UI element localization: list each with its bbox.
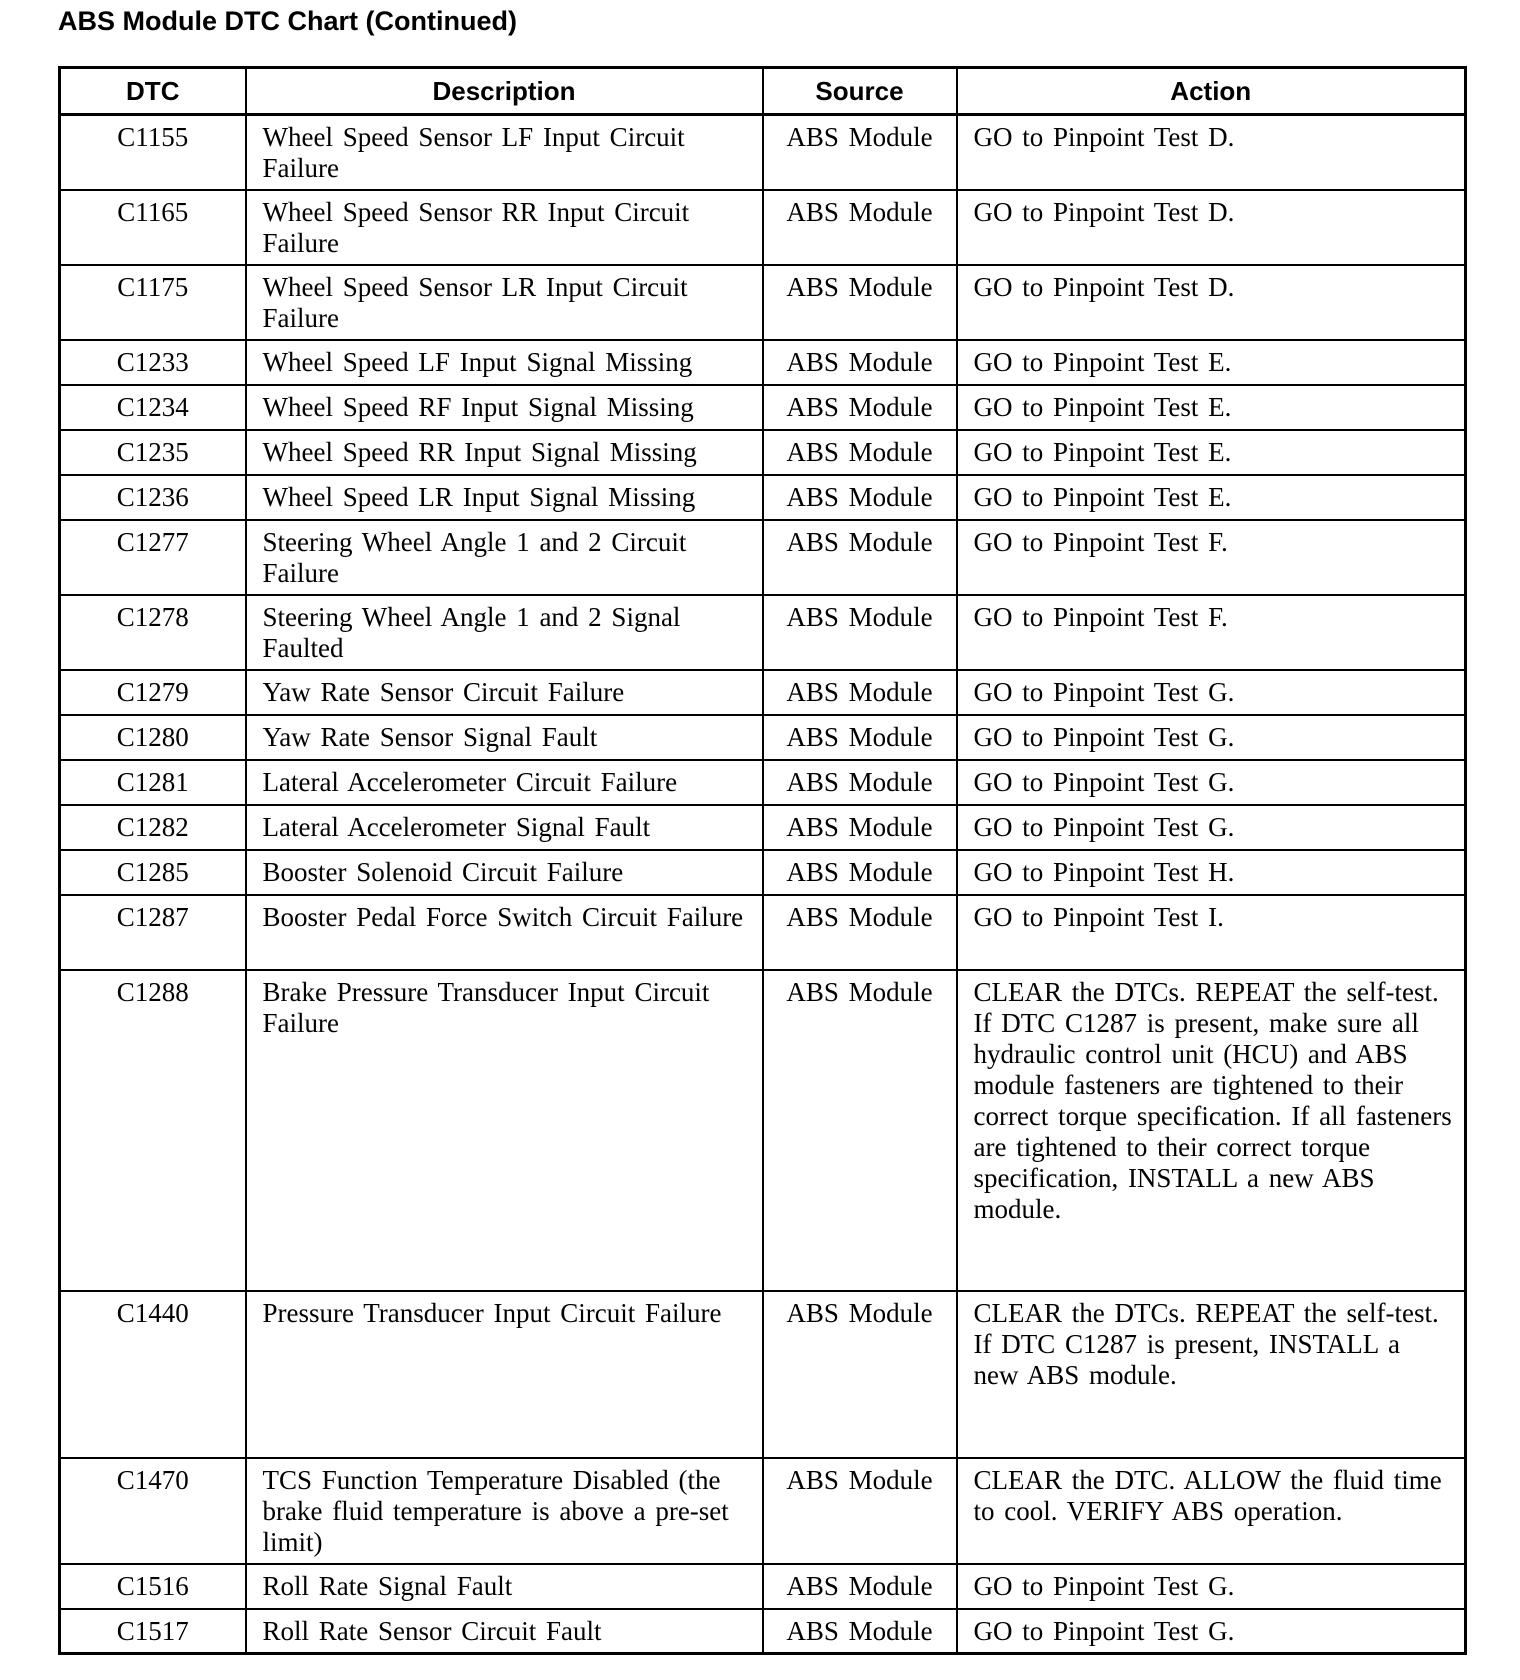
source-cell: ABS Module bbox=[763, 265, 957, 340]
description-cell: Lateral Accelerometer Signal Fault bbox=[246, 805, 763, 850]
dtc-cell: C1234 bbox=[60, 385, 246, 430]
description-cell: Yaw Rate Sensor Signal Fault bbox=[246, 715, 763, 760]
dtc-cell: C1236 bbox=[60, 475, 246, 520]
source-cell: ABS Module bbox=[763, 715, 957, 760]
dtc-cell: C1517 bbox=[60, 1609, 246, 1654]
action-cell: GO to Pinpoint Test G. bbox=[957, 805, 1466, 850]
action-cell: GO to Pinpoint Test D. bbox=[957, 190, 1466, 265]
action-cell: GO to Pinpoint Test E. bbox=[957, 340, 1466, 385]
source-cell: ABS Module bbox=[763, 1291, 957, 1458]
source-cell: ABS Module bbox=[763, 1458, 957, 1564]
dtc-cell: C1278 bbox=[60, 595, 246, 670]
description-cell: Wheel Speed Sensor RR Input Circuit Failure bbox=[246, 190, 763, 265]
action-cell: GO to Pinpoint Test H. bbox=[957, 850, 1466, 895]
table-row bbox=[60, 895, 1466, 970]
table-row bbox=[60, 760, 1466, 805]
source-cell: ABS Module bbox=[763, 895, 957, 970]
description-cell: Wheel Speed LF Input Signal Missing bbox=[246, 340, 763, 385]
dtc-cell: C1277 bbox=[60, 520, 246, 595]
source-cell: ABS Module bbox=[763, 115, 957, 190]
action-cell: GO to Pinpoint Test E. bbox=[957, 385, 1466, 430]
source-cell: ABS Module bbox=[763, 970, 957, 1291]
header-row bbox=[60, 68, 1466, 115]
source-cell: ABS Module bbox=[763, 760, 957, 805]
description-cell: Roll Rate Sensor Circuit Fault bbox=[246, 1609, 763, 1654]
source-cell: ABS Module bbox=[763, 475, 957, 520]
description-cell: Wheel Speed Sensor LF Input Circuit Failure bbox=[246, 115, 763, 190]
dtc-cell: C1235 bbox=[60, 430, 246, 475]
action-cell: GO to Pinpoint Test F. bbox=[957, 520, 1466, 595]
description-cell: Lateral Accelerometer Circuit Failure bbox=[246, 760, 763, 805]
source-cell: ABS Module bbox=[763, 850, 957, 895]
table-row bbox=[60, 1458, 1466, 1564]
action-cell: CLEAR the DTCs. REPEAT the self-test. If DTC C1287 is present, make sure all hydraulic control unit (HCU) and ABS module fasteners are tightened to their correct torque specification. If all fasteners are tightened to their correct torque specification, INSTALL a new ABS module. bbox=[957, 970, 1466, 1291]
page-title: ABS Module DTC Chart (Continued) bbox=[58, 6, 517, 36]
table-row bbox=[60, 520, 1466, 595]
table-row bbox=[60, 1609, 1466, 1654]
description-cell: Steering Wheel Angle 1 and 2 Signal Faulted bbox=[246, 595, 763, 670]
description-cell: Pressure Transducer Input Circuit Failure bbox=[246, 1291, 763, 1458]
dtc-table bbox=[58, 66, 1467, 1655]
dtc-cell: C1279 bbox=[60, 670, 246, 715]
table-row bbox=[60, 430, 1466, 475]
table-row bbox=[60, 265, 1466, 340]
source-cell: ABS Module bbox=[763, 385, 957, 430]
action-cell: GO to Pinpoint Test G. bbox=[957, 760, 1466, 805]
table-row bbox=[60, 715, 1466, 760]
description-cell: Brake Pressure Transducer Input Circuit Failure bbox=[246, 970, 763, 1291]
dtc-cell: C1281 bbox=[60, 760, 246, 805]
table-row bbox=[60, 475, 1466, 520]
description-cell: Booster Solenoid Circuit Failure bbox=[246, 850, 763, 895]
source-cell: ABS Module bbox=[763, 520, 957, 595]
table-row bbox=[60, 850, 1466, 895]
description-cell: TCS Function Temperature Disabled (the brake fluid temperature is above a pre-set limit) bbox=[246, 1458, 763, 1564]
description-cell: Booster Pedal Force Switch Circuit Failure bbox=[246, 895, 763, 970]
action-cell: GO to Pinpoint Test E. bbox=[957, 475, 1466, 520]
table-row bbox=[60, 1564, 1466, 1609]
action-cell: GO to Pinpoint Test G. bbox=[957, 1609, 1466, 1654]
action-cell: GO to Pinpoint Test F. bbox=[957, 595, 1466, 670]
table-row bbox=[60, 340, 1466, 385]
table-row bbox=[60, 670, 1466, 715]
source-cell: ABS Module bbox=[763, 430, 957, 475]
table-row bbox=[60, 115, 1466, 190]
table-row bbox=[60, 385, 1466, 430]
action-cell: GO to Pinpoint Test G. bbox=[957, 1564, 1466, 1609]
dtc-cell: C1516 bbox=[60, 1564, 246, 1609]
dtc-cell: C1287 bbox=[60, 895, 246, 970]
dtc-cell: C1285 bbox=[60, 850, 246, 895]
action-cell: GO to Pinpoint Test G. bbox=[957, 670, 1466, 715]
action-cell: GO to Pinpoint Test D. bbox=[957, 265, 1466, 340]
action-cell: CLEAR the DTC. ALLOW the fluid time to cool. VERIFY ABS operation. bbox=[957, 1458, 1466, 1564]
source-cell: ABS Module bbox=[763, 340, 957, 385]
column-header-dtc: DTC bbox=[60, 68, 246, 115]
source-cell: ABS Module bbox=[763, 1564, 957, 1609]
dtc-cell: C1233 bbox=[60, 340, 246, 385]
dtc-cell: C1282 bbox=[60, 805, 246, 850]
dtc-cell: C1288 bbox=[60, 970, 246, 1291]
action-cell: GO to Pinpoint Test G. bbox=[957, 715, 1466, 760]
description-cell: Yaw Rate Sensor Circuit Failure bbox=[246, 670, 763, 715]
dtc-cell: C1440 bbox=[60, 1291, 246, 1458]
source-cell: ABS Module bbox=[763, 595, 957, 670]
description-cell: Wheel Speed Sensor LR Input Circuit Failure bbox=[246, 265, 763, 340]
table-row bbox=[60, 595, 1466, 670]
action-cell: GO to Pinpoint Test D. bbox=[957, 115, 1466, 190]
column-header-source: Source bbox=[763, 68, 957, 115]
description-cell: Roll Rate Signal Fault bbox=[246, 1564, 763, 1609]
table-header bbox=[60, 68, 1466, 115]
source-cell: ABS Module bbox=[763, 1609, 957, 1654]
description-cell: Wheel Speed RR Input Signal Missing bbox=[246, 430, 763, 475]
dtc-cell: C1175 bbox=[60, 265, 246, 340]
dtc-cell: C1280 bbox=[60, 715, 246, 760]
description-cell: Wheel Speed RF Input Signal Missing bbox=[246, 385, 763, 430]
source-cell: ABS Module bbox=[763, 190, 957, 265]
table-row bbox=[60, 805, 1466, 850]
column-header-action: Action bbox=[957, 68, 1466, 115]
source-cell: ABS Module bbox=[763, 670, 957, 715]
table-row bbox=[60, 1291, 1466, 1458]
action-cell: CLEAR the DTCs. REPEAT the self-test. If DTC C1287 is present, INSTALL a new ABS module. bbox=[957, 1291, 1466, 1458]
action-cell: GO to Pinpoint Test E. bbox=[957, 430, 1466, 475]
table-body bbox=[60, 115, 1466, 1654]
dtc-cell: C1165 bbox=[60, 190, 246, 265]
dtc-cell: C1470 bbox=[60, 1458, 246, 1564]
table-row bbox=[60, 970, 1466, 1291]
source-cell: ABS Module bbox=[763, 805, 957, 850]
dtc-cell: C1155 bbox=[60, 115, 246, 190]
table-row bbox=[60, 190, 1466, 265]
description-cell: Steering Wheel Angle 1 and 2 Circuit Failure bbox=[246, 520, 763, 595]
action-cell: GO to Pinpoint Test I. bbox=[957, 895, 1466, 970]
column-header-description: Description bbox=[246, 68, 763, 115]
description-cell: Wheel Speed LR Input Signal Missing bbox=[246, 475, 763, 520]
